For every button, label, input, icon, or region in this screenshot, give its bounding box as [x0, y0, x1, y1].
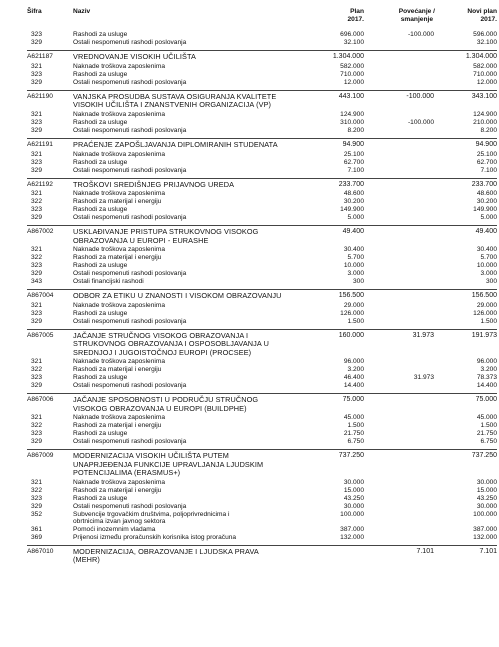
item-name: Ostali nespomenuti rashodi poslovanja [73, 382, 187, 390]
plan-value: 3.200 [347, 366, 364, 374]
change-value: 31.973 [413, 374, 434, 382]
group-separator [27, 50, 497, 51]
plan-value: 582.000 [340, 62, 364, 70]
novi-plan-value: 62.700 [476, 158, 497, 166]
account-code: 323 [30, 158, 42, 166]
account-code: 323 [30, 430, 42, 438]
col-header-naziv: Naziv [73, 8, 91, 15]
item-name: Ostali financijski rashodi [73, 278, 144, 286]
novi-plan-value: 7.100 [480, 166, 497, 174]
plan-value: 8.200 [347, 126, 364, 134]
account-code: 329 [30, 126, 42, 134]
plan-value: 6.750 [347, 438, 364, 446]
novi-plan-value: 21.750 [476, 430, 497, 438]
group-name: POTENCIJALIMA (ERASMUS+) [73, 467, 181, 477]
group-code: A867010 [27, 548, 54, 556]
plan-value: 30.000 [343, 502, 364, 510]
col-header-change-line1: Povećanje / [398, 8, 435, 15]
account-code: 343 [30, 278, 42, 286]
item-name: Naknade troškova zaposlenima [73, 478, 165, 486]
novi-plan-value: 15.000 [476, 486, 497, 494]
item-name: Ostali nespomenuti rashodi poslovanja [73, 126, 187, 134]
item-name: Ostali nespomenuti rashodi poslovanja [73, 270, 187, 278]
item-name: Rashodi za usluge [73, 494, 128, 502]
novi-plan-value: 5.700 [480, 254, 497, 262]
account-code: 369 [30, 534, 42, 542]
novi-plan-value: 233.700 [471, 180, 497, 188]
plan-value: 30.200 [343, 198, 364, 206]
group-code: A621191 [27, 140, 53, 148]
item-name: Ostali nespomenuti rashodi poslovanja [73, 438, 187, 446]
group-name: VISOKOG OBRAZOVANJA U EUROPI (BUILDPHE) [73, 403, 247, 413]
novi-plan-value: 156.500 [471, 292, 497, 300]
plan-value: 1.500 [347, 422, 364, 430]
plan-value: 25.100 [343, 150, 364, 158]
plan-value: 233.700 [338, 180, 364, 188]
novi-plan-value: 49.400 [475, 228, 497, 236]
plan-value: 737.250 [338, 452, 364, 460]
account-code: 329 [30, 214, 42, 222]
novi-plan-value: 30.000 [476, 502, 497, 510]
account-code: 321 [30, 302, 42, 310]
novi-plan-value: 100.000 [473, 510, 497, 518]
novi-plan-value: 210.000 [473, 118, 497, 126]
account-code: 329 [30, 78, 42, 86]
group-name: ODBOR ZA ETIKU U ZNANOSTI I VISOKOM OBRAZOVANJU [73, 291, 282, 301]
account-code: 329 [30, 166, 42, 174]
account-code: 322 [30, 366, 42, 374]
item-name: Naknade troškova zaposlenima [73, 414, 165, 422]
group-name: MODERNIZACIJA, OBRAZOVANJE I LJUDSKA PRAVA [73, 547, 259, 557]
novi-plan-value: 14.400 [476, 382, 497, 390]
novi-plan-value: 582.000 [473, 62, 497, 70]
group-code: A621187 [27, 53, 53, 60]
account-code: 321 [30, 414, 42, 422]
group-code: A621190 [27, 92, 53, 100]
group-name: VISOKIH UČILIŠTA I ZNANSTVENIH ORGANIZACIJA (VP) [73, 99, 272, 109]
novi-plan-value: 132.000 [473, 534, 497, 542]
account-code: 323 [30, 310, 42, 318]
novi-plan-value: 96.000 [476, 358, 497, 366]
plan-value: 100.000 [340, 510, 364, 518]
item-name: Rashodi za materijal i energiju [73, 198, 162, 206]
novi-plan-value: 45.000 [476, 414, 497, 422]
item-name: Rashodi za materijal i energiju [73, 366, 162, 374]
item-name: Ostali nespomenuti rashodi poslovanja [73, 78, 187, 86]
col-header-sifra: Šifra [27, 8, 42, 15]
plan-value: 48.600 [343, 190, 364, 198]
plan-value: 7.100 [347, 166, 364, 174]
novi-plan-value: 78.373 [476, 374, 497, 382]
group-name: SREDNJOJ I JUGOISTOČNOJ EUROPI (PROCSEE) [73, 347, 252, 357]
plan-value: 5.700 [347, 254, 364, 262]
novi-plan-value: 8.200 [480, 126, 497, 134]
plan-value: 310.000 [340, 118, 364, 126]
group-name: OBRAZOVANJA U EUROPI - EURASHE [73, 235, 209, 245]
novi-plan-value: 29.000 [476, 302, 497, 310]
group-separator [27, 178, 497, 179]
item-name: Ostali nespomenuti rashodi poslovanja [73, 318, 187, 326]
plan-value: 5.000 [347, 214, 364, 222]
plan-value: 160.000 [338, 332, 364, 340]
novi-plan-value: 25.100 [476, 150, 497, 158]
item-name: Rashodi za usluge [73, 70, 128, 78]
item-name: Ostali nespomenuti rashodi poslovanja [73, 214, 187, 222]
item-name: Rashodi za usluge [73, 430, 128, 438]
group-separator [27, 449, 497, 450]
item-name: Naknade troškova zaposlenima [73, 246, 165, 254]
group-code: A867002 [27, 228, 54, 236]
col-header-plan-line1: Plan [350, 8, 364, 15]
account-code: 323 [30, 70, 42, 78]
novi-plan-value: 48.600 [476, 190, 497, 198]
novi-plan-value: 3.000 [480, 270, 497, 278]
item-name: Ostali nespomenuti rashodi poslovanja [73, 166, 187, 174]
change-value: -100.000 [407, 118, 434, 126]
novi-plan-value: 7.101 [479, 548, 497, 556]
novi-plan-value: 75.000 [475, 396, 497, 404]
item-name: obrtnicima izvan javnog sektora [73, 518, 166, 526]
item-name: Naknade troškova zaposlenima [73, 302, 165, 310]
plan-value: 30.000 [343, 478, 364, 486]
account-code: 321 [30, 110, 42, 118]
group-separator [27, 393, 497, 394]
item-name: Naknade troškova zaposlenima [73, 110, 165, 118]
group-name: VREDNOVANJE VISOKIH UČILIŠTA [73, 52, 196, 61]
account-code: 329 [30, 270, 42, 278]
novi-plan-value: 343.100 [471, 92, 497, 100]
account-code: 361 [30, 526, 42, 534]
novi-plan-value: 1.500 [480, 422, 497, 430]
account-code: 322 [30, 422, 42, 430]
novi-plan-value: 5.000 [480, 214, 497, 222]
item-name: Rashodi za materijal i energiju [73, 422, 162, 430]
group-separator [27, 289, 497, 290]
col-header-novi-plan-line1: Novi plan [467, 8, 497, 15]
change-value: -100.000 [406, 92, 434, 100]
account-code: 323 [30, 374, 42, 382]
novi-plan-value: 30.200 [476, 198, 497, 206]
col-header-novi-plan-line2: 2017. [480, 16, 497, 23]
change-value: 31.973 [412, 332, 434, 340]
account-code: 323 [30, 118, 42, 126]
group-name: UNAPRJEĐENJA FUNKCIJE UPRAVLJANJA LJUDSKIM [73, 459, 264, 469]
group-code: A867004 [27, 292, 54, 300]
item-name: Rashodi za materijal i energiju [73, 254, 162, 262]
plan-value: 1.500 [347, 318, 364, 326]
group-code: A867009 [27, 452, 54, 460]
item-name: Naknade troškova zaposlenima [73, 190, 165, 198]
account-code: 323 [30, 31, 42, 38]
group-name: VANJSKA PROSUDBA SUSTAVA OSIGURANJA KVALITETE [73, 91, 277, 101]
group-name: JAČANJE STRUČNOG VISOKOG OBRAZOVANJA I [73, 331, 249, 341]
group-code: A621192 [27, 180, 53, 188]
novi-plan-value: 94.900 [475, 140, 497, 148]
plan-value: 124.900 [340, 110, 364, 118]
plan-value: 62.700 [343, 158, 364, 166]
item-name: Rashodi za usluge [73, 206, 128, 214]
item-name: Naknade troškova zaposlenima [73, 150, 165, 158]
plan-value: 387.000 [340, 526, 364, 534]
account-code: 321 [30, 478, 42, 486]
item-name: Rashodi za usluge [73, 374, 128, 382]
item-name: Rashodi za usluge [73, 158, 128, 166]
novi-plan-value: 3.200 [480, 366, 497, 374]
account-code: 329 [30, 382, 42, 390]
plan-value: 156.500 [338, 292, 364, 300]
novi-plan-value: 124.900 [473, 110, 497, 118]
account-code: 321 [30, 190, 42, 198]
plan-value: 300 [352, 278, 364, 286]
plan-value: 710.000 [340, 70, 364, 78]
account-code: 329 [30, 502, 42, 510]
group-name: TROŠKOVI SREDIŠNJEG PRIJAVNOG UREDA [73, 179, 235, 189]
plan-value: 15.000 [343, 486, 364, 494]
item-name: Naknade troškova zaposlenima [73, 358, 165, 366]
plan-value: 43.250 [343, 494, 364, 502]
novi-plan-value: 43.250 [476, 494, 497, 502]
item-name: Rashodi za usluge [73, 310, 128, 318]
group-name: PRAĆENJE ZAPOŠLJAVANJA DIPLOMIRANIH STUDENATA [73, 139, 278, 149]
plan-value: 30.400 [343, 246, 364, 254]
item-name: Ostali nespomenuti rashodi poslovanja [73, 502, 187, 510]
account-code: 329 [30, 438, 42, 446]
novi-plan-value: 1.500 [480, 318, 497, 326]
plan-value: 14.400 [343, 382, 364, 390]
account-code: 352 [30, 510, 42, 518]
plan-value: 12.000 [343, 78, 364, 86]
plan-value: 49.400 [342, 228, 364, 236]
plan-value: 96.000 [343, 358, 364, 366]
novi-plan-value: 300 [485, 278, 497, 286]
novi-plan-value: 126.000 [473, 310, 497, 318]
plan-value: 149.900 [340, 206, 364, 214]
novi-plan-value: 30.000 [476, 478, 497, 486]
item-name: Subvencije trgovačkim društvima, poljoprivrednicima i [73, 510, 230, 518]
item-name: Naknade troškova zaposlenima [73, 62, 165, 70]
account-code: 321 [30, 358, 42, 366]
account-code: 322 [30, 254, 42, 262]
item-name: Rashodi za usluge [73, 31, 128, 38]
plan-value: 132.000 [340, 534, 364, 542]
group-name: JAČANJE SPOSOBNOSTI U PODRUČJU STRUČNOG [73, 395, 259, 405]
account-code: 323 [30, 262, 42, 270]
plan-value: 1.304.000 [332, 53, 364, 60]
group-code: A867005 [27, 332, 54, 340]
account-code: 329 [30, 318, 42, 326]
account-code: 322 [30, 198, 42, 206]
group-separator [27, 90, 497, 91]
item-name: Ostali nespomenuti rashodi poslovanja [73, 39, 187, 46]
plan-value: 10.000 [343, 262, 364, 270]
table-header [0, 0, 499, 28]
change-value: -100.000 [407, 31, 434, 38]
account-code: 321 [30, 62, 42, 70]
novi-plan-value: 596.000 [473, 31, 497, 38]
novi-plan-value: 12.000 [476, 78, 497, 86]
novi-plan-value: 737.250 [471, 452, 497, 460]
novi-plan-value: 191.973 [471, 332, 497, 340]
plan-value: 3.000 [347, 270, 364, 278]
plan-value: 21.750 [343, 430, 364, 438]
item-name: Prijenosi između proračunskih korisnika istog proračuna [73, 534, 237, 542]
plan-value: 75.000 [342, 396, 364, 404]
plan-value: 32.100 [343, 39, 364, 46]
account-code: 323 [30, 494, 42, 502]
novi-plan-value: 710.000 [473, 70, 497, 78]
plan-value: 94.900 [342, 140, 364, 148]
account-code: 321 [30, 246, 42, 254]
change-value: 7.101 [416, 548, 434, 556]
plan-value: 45.000 [343, 414, 364, 422]
group-separator [27, 329, 497, 330]
group-name: USKLAĐIVANJE PRISTUPA STRUKOVNOG VISOKOG [73, 227, 259, 237]
account-code: 323 [30, 206, 42, 214]
novi-plan-value: 6.750 [480, 438, 497, 446]
account-code: 321 [30, 150, 42, 158]
group-name: (MEHR) [73, 555, 100, 565]
novi-plan-value: 387.000 [473, 526, 497, 534]
group-separator [27, 138, 497, 139]
plan-value: 126.000 [340, 310, 364, 318]
novi-plan-value: 1.304.000 [465, 53, 497, 60]
novi-plan-value: 30.400 [476, 246, 497, 254]
plan-value: 29.000 [343, 302, 364, 310]
item-name: Rashodi za usluge [73, 118, 128, 126]
account-code: 329 [30, 39, 42, 46]
col-header-change-line2: smanjenje [400, 16, 433, 23]
plan-value: 46.400 [343, 374, 364, 382]
group-name: MODERNIZACIJA VISOKIH UČILIŠTA PUTEM [73, 451, 229, 461]
group-name: STRUKOVNOG OBRAZOVANJA I OSPOSOBLJAVANJA U [73, 339, 269, 349]
item-name: Rashodi za usluge [73, 262, 128, 270]
group-separator [27, 225, 497, 226]
group-code: A867006 [27, 396, 54, 404]
group-separator [27, 545, 497, 546]
item-name: Pomoći inozemnim vladama [73, 526, 156, 534]
account-code: 322 [30, 486, 42, 494]
col-header-plan-line2: 2017. [347, 16, 364, 23]
novi-plan-value: 32.100 [476, 39, 497, 46]
plan-value: 696.000 [340, 31, 364, 38]
item-name: Rashodi za materijal i energiju [73, 486, 162, 494]
novi-plan-value: 149.900 [473, 206, 497, 214]
novi-plan-value: 10.000 [476, 262, 497, 270]
plan-value: 443.100 [338, 92, 364, 100]
